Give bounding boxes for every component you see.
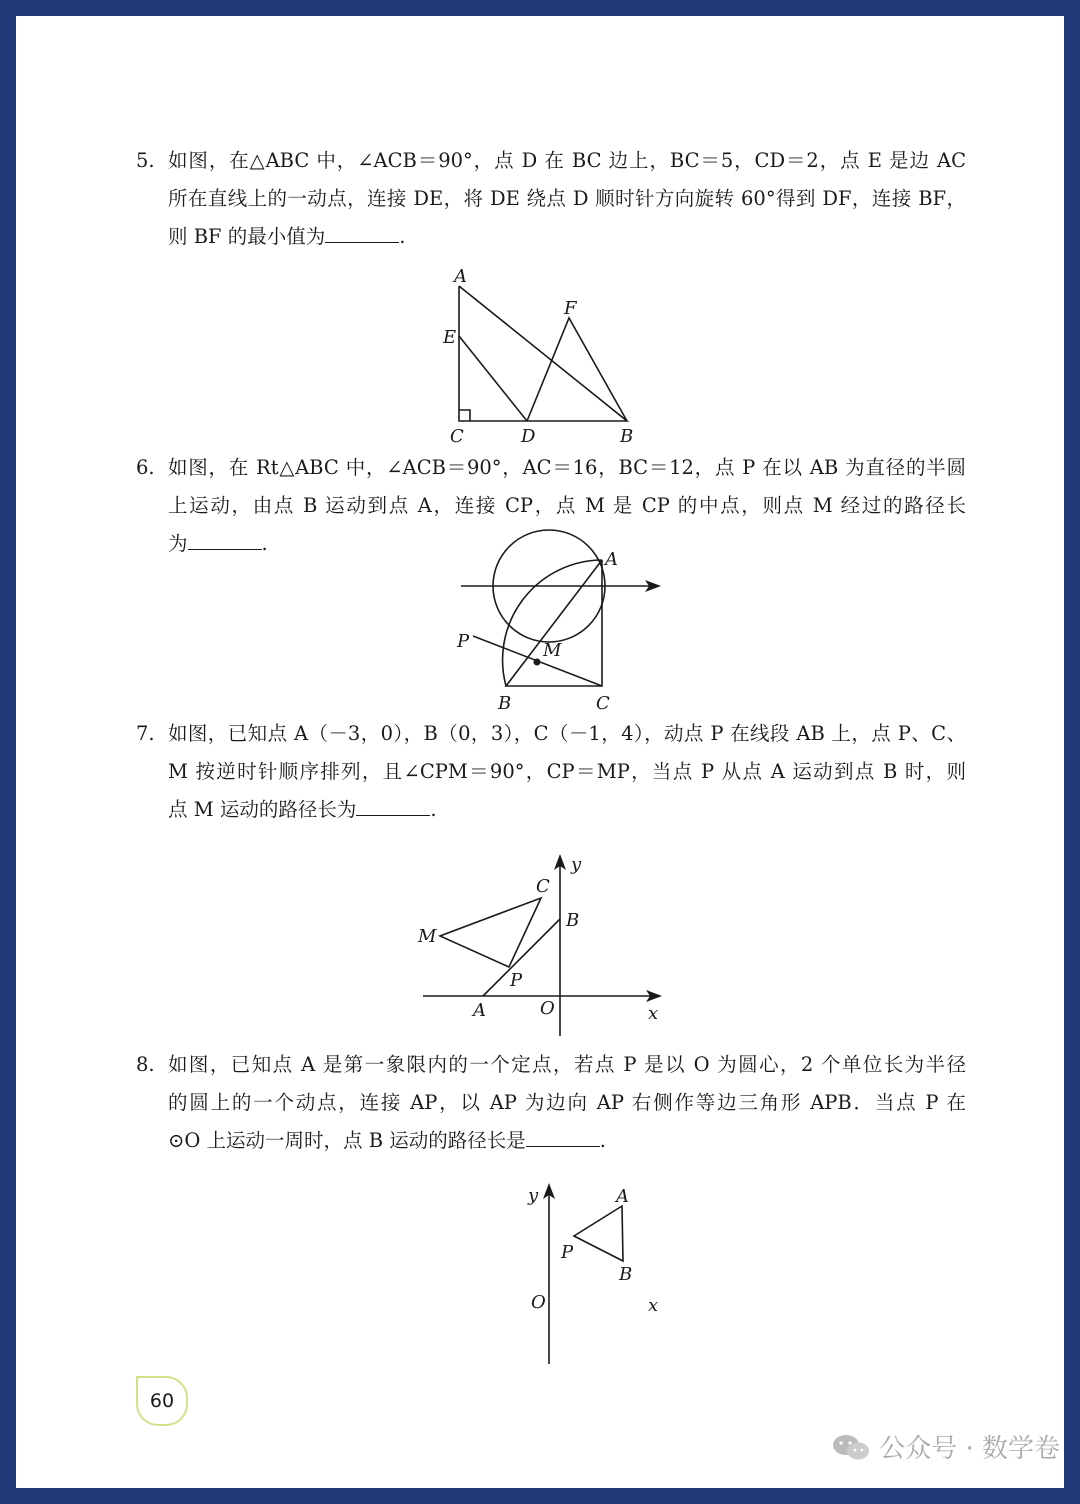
problem-text-line: 如图，在△ABC 中，∠ACB＝90°，点 D 在 BC 边上，BC＝5，CD＝2，点 E 是边 AC — [168, 149, 966, 172]
label-m: M — [418, 926, 437, 947]
page — [16, 16, 1064, 1488]
label-a: A — [616, 1186, 629, 1207]
label-f: F — [564, 298, 577, 319]
label-x: x — [648, 1295, 659, 1316]
label-c: C — [450, 426, 464, 447]
label-o: O — [531, 1292, 546, 1313]
label-b: B — [619, 1264, 633, 1285]
label-d: D — [521, 426, 536, 447]
problem-text-line: 所在直线上的一动点，连接 DE，将 DE 绕点 D 顺时针方向旋转 60°得到 DF，连接 BF， — [168, 187, 966, 210]
label-c: C — [596, 693, 610, 714]
problem-number: 7. — [136, 722, 155, 745]
problem-number: 8. — [136, 1053, 155, 1076]
figure-problem-8-coords — [16, 16, 1064, 1488]
watermark — [831, 1428, 1060, 1465]
problem-number: 5. — [136, 149, 155, 172]
label-p: P — [510, 970, 523, 991]
problem-text-line: 如图，在 Rt△ABC 中，∠ACB＝90°，AC＝16，BC＝12，点 P 在以 AB 为直径的半圆 — [168, 456, 966, 479]
problem-end: . — [430, 798, 437, 821]
problem-text-line: 上运动，由点 B 运动到点 A，连接 CP，点 M 是 CP 的中点，则点 M 经过的路径长 — [168, 494, 966, 517]
problem-text-line: M 按逆时针顺序排列，且∠CPM＝90°，CP＝MP，当点 P 从点 A 运动到点 B 时，则 — [168, 760, 966, 783]
wechat-icon — [831, 1432, 871, 1462]
label-a: A — [473, 1000, 486, 1021]
label-p: P — [457, 631, 470, 652]
problem-text: ⊙O 上运动一周时，点 B 运动的路径长是 — [168, 1129, 526, 1152]
label-y: y — [571, 854, 582, 875]
label-b: B — [566, 910, 580, 931]
page-number: 60 — [136, 1376, 188, 1426]
label-b: B — [498, 693, 512, 714]
label-a: A — [605, 549, 618, 570]
problem-end: . — [599, 1129, 606, 1152]
problem-end: . — [399, 225, 406, 248]
label-b: B — [620, 426, 634, 447]
problem-text: 点 M 运动的路径长为 — [168, 798, 357, 821]
problem-text-line: 如图，已知点 A（－3，0），B（0，3），C（－1，4），动点 P 在线段 AB 上，点 P、C、 — [168, 722, 966, 745]
problem-end: . — [261, 532, 268, 555]
problem-text-line: 如图，已知点 A 是第一象限内的一个定点，若点 P 是以 O 为圆心，2 个单位长为半径 — [168, 1053, 966, 1076]
label-m: M — [543, 640, 562, 661]
label-e: E — [443, 327, 457, 348]
problem-number: 6. — [136, 456, 155, 479]
label-c: C — [536, 876, 550, 897]
label-x: x — [648, 1003, 659, 1024]
problem-text-line: 的圆上的一个动点，连接 AP，以 AP 为边向 AP 右侧作等边三角形 APB．当点 P 在 — [168, 1091, 966, 1114]
label-a: A — [454, 266, 467, 287]
label-y: y — [528, 1185, 539, 1206]
triangle-apb — [574, 1206, 623, 1261]
watermark-text: 公众号 · 数学卷 — [879, 1434, 1060, 1464]
label-o: O — [540, 998, 555, 1019]
problem-text: 为 — [168, 532, 188, 555]
label-p: P — [561, 1242, 574, 1263]
problem-text: 则 BF 的最小值为 — [168, 225, 326, 248]
